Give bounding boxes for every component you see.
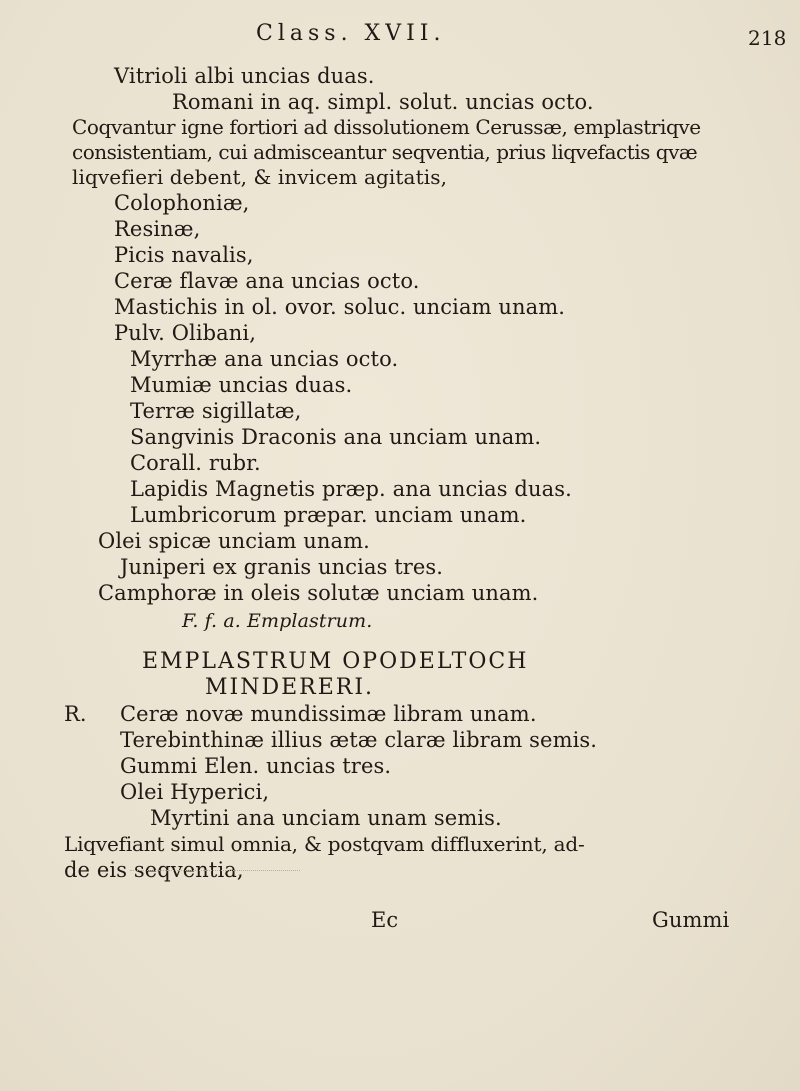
running-head-title: Class. XVII. [256, 21, 446, 46]
text-line: Resinæ, [114, 217, 201, 241]
section-heading: EMPLASTRUM OPODELTOCH [142, 649, 529, 674]
text-line: Romani in aq. simpl. solut. uncias octo. [172, 90, 594, 114]
page-number: 218 [748, 26, 787, 50]
text-line: Coqvantur igne fortiori ad dissolutionem Cerussæ, emplastriqve [72, 115, 701, 139]
text-line: Lapidis Magnetis præp. ana uncias duas. [130, 477, 572, 501]
text-line: Ceræ novæ mundissimæ libram unam. [120, 702, 537, 726]
text-line: Terræ sigillatæ, [130, 399, 302, 423]
text-line: Terebinthinæ illius ætæ claræ libram semis. [120, 728, 598, 752]
text-line: consistentiam, cui admisceantur seqventia, prius liqvefactis qvæ [72, 140, 698, 164]
text-line: Juniperi ex granis uncias tres. [120, 555, 444, 579]
text-line: de eis seqventia, [64, 858, 244, 882]
text-line: Liqvefiant simul omnia, & postqvam diffluxerint, ad- [64, 832, 585, 856]
text-line: Lumbricorum præpar. unciam unam. [130, 503, 527, 527]
text-line: Vitrioli albi uncias duas. [114, 64, 375, 88]
text-line: Camphoræ in oleis solutæ unciam unam. [98, 581, 539, 605]
text-line: Ceræ flavæ ana uncias octo. [114, 269, 420, 293]
text-line: Myrtini ana unciam unam semis. [150, 806, 502, 830]
faded-rule [130, 870, 300, 871]
text-line: Pulv. Olibani, [114, 321, 257, 345]
text-line: Mumiæ uncias duas. [130, 373, 353, 397]
text-line: liqvefieri debent, & invicem agitatis, [72, 165, 448, 189]
section-heading: MINDERERI. [205, 675, 375, 700]
text-line: Colophoniæ, [114, 191, 250, 215]
recipe-marker: R. [64, 702, 87, 726]
text-line: Mastichis in ol. ovor. soluc. unciam unam. [114, 295, 566, 319]
text-line: Picis navalis, [114, 243, 254, 267]
text-line: Myrrhæ ana uncias octo. [130, 347, 399, 371]
text-line: Sangvinis Draconis ana unciam unam. [130, 425, 542, 449]
text-line: Gummi Elen. uncias tres. [120, 754, 392, 778]
catchword-right: Gummi [652, 908, 730, 932]
text-line: F. f. a. Emplastrum. [182, 610, 373, 632]
text-line: Olei Hyperici, [120, 780, 270, 804]
catchword-left: Ec [371, 908, 399, 932]
text-line: Corall. rubr. [130, 451, 261, 475]
text-line: Olei spicæ unciam unam. [98, 529, 370, 553]
